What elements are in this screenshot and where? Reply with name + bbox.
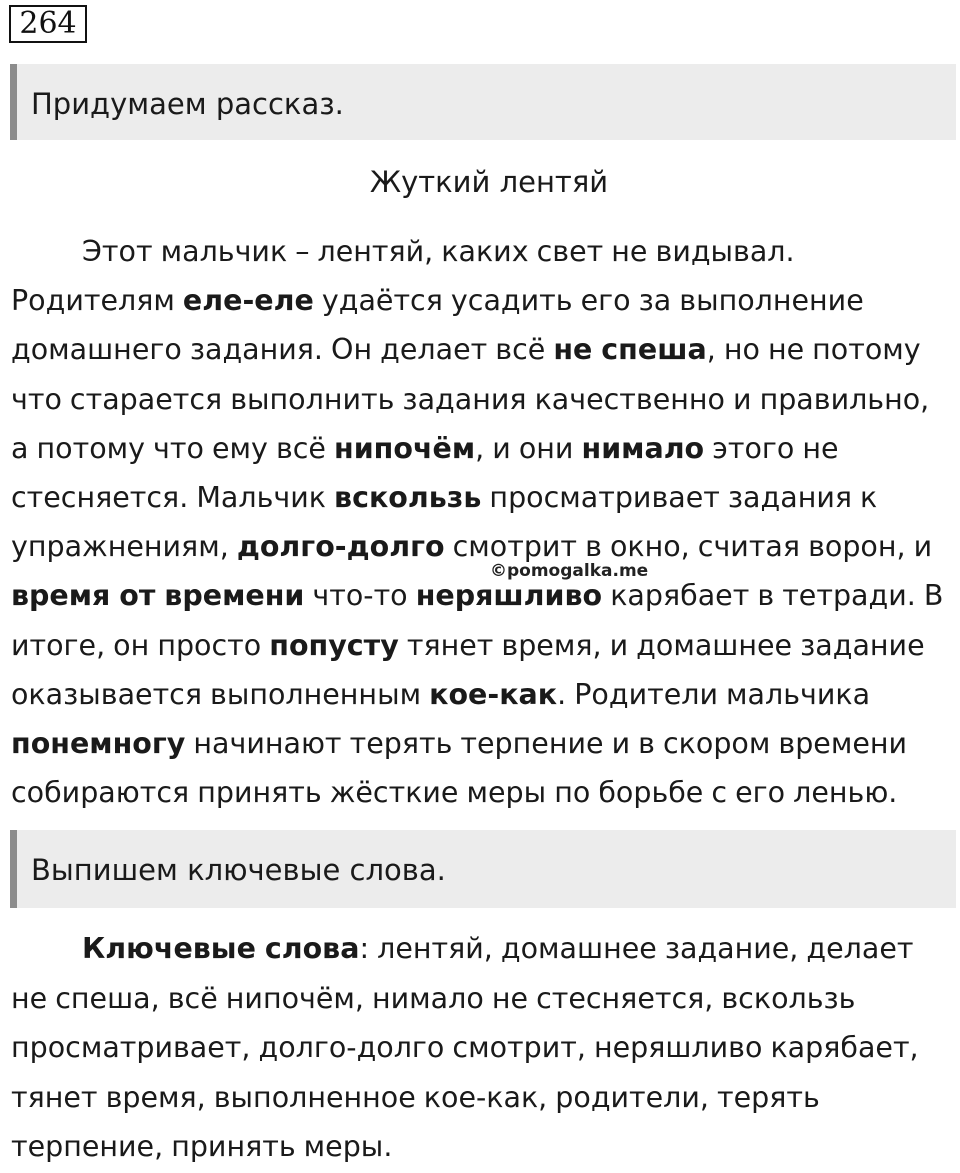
keywords-line: Ключевые слова: лентяй, домашнее задание, делает	[82, 932, 914, 965]
keywords-line: не спеша, всё нипочём, нимало не стесняется, вскользь	[11, 981, 856, 1015]
keywords-line: терпение, принять меры.	[11, 1130, 393, 1163]
keywords-label: Ключевые слова	[82, 932, 360, 965]
adverb-highlight: не спеша	[553, 333, 707, 367]
adverb-highlight: еле-еле	[182, 284, 314, 318]
story-line: понемногу начинают терять терпение и в скором времени	[11, 727, 908, 761]
section-header-keywords: Выпишем ключевые слова.	[10, 830, 956, 908]
adverb-highlight: кое-как	[429, 677, 558, 711]
story-line: собираются принять жёсткие меры по борьбе с его ленью.	[11, 776, 898, 810]
story-line: а потому что ему всё нипочём, и они нимало этого не	[11, 431, 839, 465]
story-line: Родителям еле-еле удаётся усадить его за выполнение	[11, 284, 864, 318]
story-line: время от времени что-то неряшливо карябает в тетради. В	[11, 579, 944, 613]
adverb-highlight: долго-долго	[236, 530, 445, 564]
story-line: домашнего задания. Он делает всё не спеша, но не потому	[11, 333, 921, 367]
watermark: ©pomogalka.me	[490, 561, 649, 581]
keywords-line: просматривает, долго-долго смотрит, неряшливо карябает,	[11, 1031, 919, 1064]
adverb-highlight: понемногу	[11, 727, 186, 761]
section-header-story: Придумаем рассказ.	[10, 64, 956, 140]
adverb-highlight: нимало	[581, 431, 705, 465]
keywords-text	[11, 924, 960, 1172]
story-line: упражнениям, долго-долго смотрит в окно, считая ворон, и	[11, 530, 933, 564]
story-line: стесняется. Мальчик вскользь просматривает задания к	[11, 481, 878, 515]
story-line: Этот мальчик – лентяй, каких свет не видывал.	[82, 235, 795, 268]
story-title: Жуткий лентяй	[369, 165, 609, 199]
story-line: оказывается выполненным кое-как. Родители мальчика	[11, 677, 871, 711]
story-line: итоге, он просто попусту тянет время, и домашнее задание	[11, 628, 925, 662]
task-number: 264	[9, 5, 87, 43]
story-line: что старается выполнить задания качественно и правильно,	[11, 382, 930, 416]
adverb-highlight: нипочём	[334, 431, 476, 465]
adverb-highlight: попусту	[269, 628, 399, 662]
keywords-line: тянет время, выполненное кое-как, родители, терять	[11, 1080, 820, 1114]
adverb-highlight: время от времени	[11, 579, 305, 613]
adverb-highlight: неряшливо	[415, 579, 603, 613]
adverb-highlight: вскользь	[334, 481, 482, 515]
story-text	[11, 227, 960, 817]
